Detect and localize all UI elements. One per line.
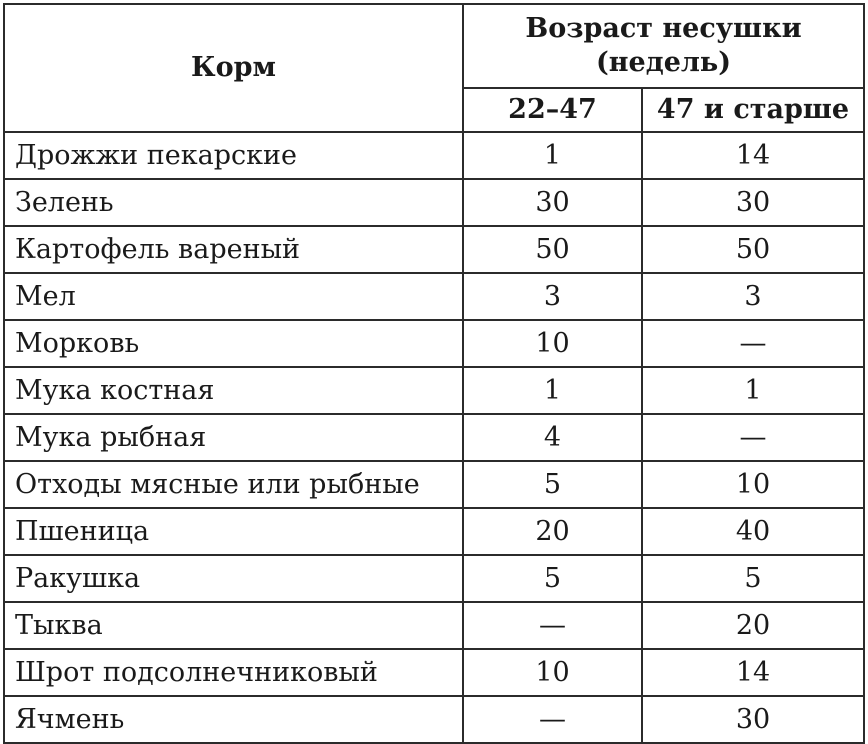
age-header-line1: Возраст несушки (525, 13, 802, 44)
value-22-47: 30 (463, 179, 642, 226)
feed-name: Шрот подсолнечниковый (4, 649, 463, 696)
value-22-47: 5 (463, 555, 642, 602)
age-group-header (463, 4, 864, 88)
value-47-plus: 30 (642, 179, 864, 226)
table-row (4, 602, 864, 649)
feed-name: Картофель вареный (4, 226, 463, 273)
feed-column-header (4, 4, 463, 132)
value-22-47: 10 (463, 320, 642, 367)
feed-name: Отходы мясные или рыбные (4, 461, 463, 508)
feed-table (3, 3, 865, 744)
header-row (4, 4, 864, 88)
value-47-plus: 50 (642, 226, 864, 273)
value-47-plus: 40 (642, 508, 864, 555)
value-47-plus: — (642, 320, 864, 367)
feed-name: Пшеница (4, 508, 463, 555)
value-22-47: 1 (463, 132, 642, 179)
value-47-plus: 5 (642, 555, 864, 602)
table-row (4, 414, 864, 461)
table-row (4, 696, 864, 743)
feed-name: Ракушка (4, 555, 463, 602)
feed-name: Мука костная (4, 367, 463, 414)
age-header-line2: (недель) (595, 47, 732, 78)
feed-name: Мука рыбная (4, 414, 463, 461)
table-row (4, 555, 864, 602)
table-row (4, 226, 864, 273)
age-column-47-plus-header (642, 88, 864, 132)
table-row (4, 320, 864, 367)
value-22-47: 10 (463, 649, 642, 696)
age-column-22-47-label: 22–47 (508, 94, 597, 125)
feed-header-label: Корм (191, 52, 276, 83)
feed-name: Морковь (4, 320, 463, 367)
table-row (4, 367, 864, 414)
value-22-47: 50 (463, 226, 642, 273)
age-column-47-plus-label: 47 и старше (656, 94, 850, 125)
value-22-47: 1 (463, 367, 642, 414)
table-row (4, 179, 864, 226)
table-row (4, 273, 864, 320)
value-47-plus: 30 (642, 696, 864, 743)
feed-name: Тыква (4, 602, 463, 649)
value-47-plus: 14 (642, 132, 864, 179)
feed-name: Дрожжи пекарские (4, 132, 463, 179)
feed-name: Ячмень (4, 696, 463, 743)
feed-name: Мел (4, 273, 463, 320)
value-22-47: 20 (463, 508, 642, 555)
value-22-47: 4 (463, 414, 642, 461)
value-22-47: 3 (463, 273, 642, 320)
value-47-plus: 3 (642, 273, 864, 320)
value-47-plus: 10 (642, 461, 864, 508)
value-22-47: — (463, 696, 642, 743)
value-22-47: 5 (463, 461, 642, 508)
value-47-plus: — (642, 414, 864, 461)
value-47-plus: 1 (642, 367, 864, 414)
table-row (4, 132, 864, 179)
table-row (4, 649, 864, 696)
age-column-22-47-header (463, 88, 642, 132)
value-47-plus: 20 (642, 602, 864, 649)
table-row (4, 461, 864, 508)
feed-name: Зелень (4, 179, 463, 226)
table-row (4, 508, 864, 555)
value-47-plus: 14 (642, 649, 864, 696)
value-22-47: — (463, 602, 642, 649)
